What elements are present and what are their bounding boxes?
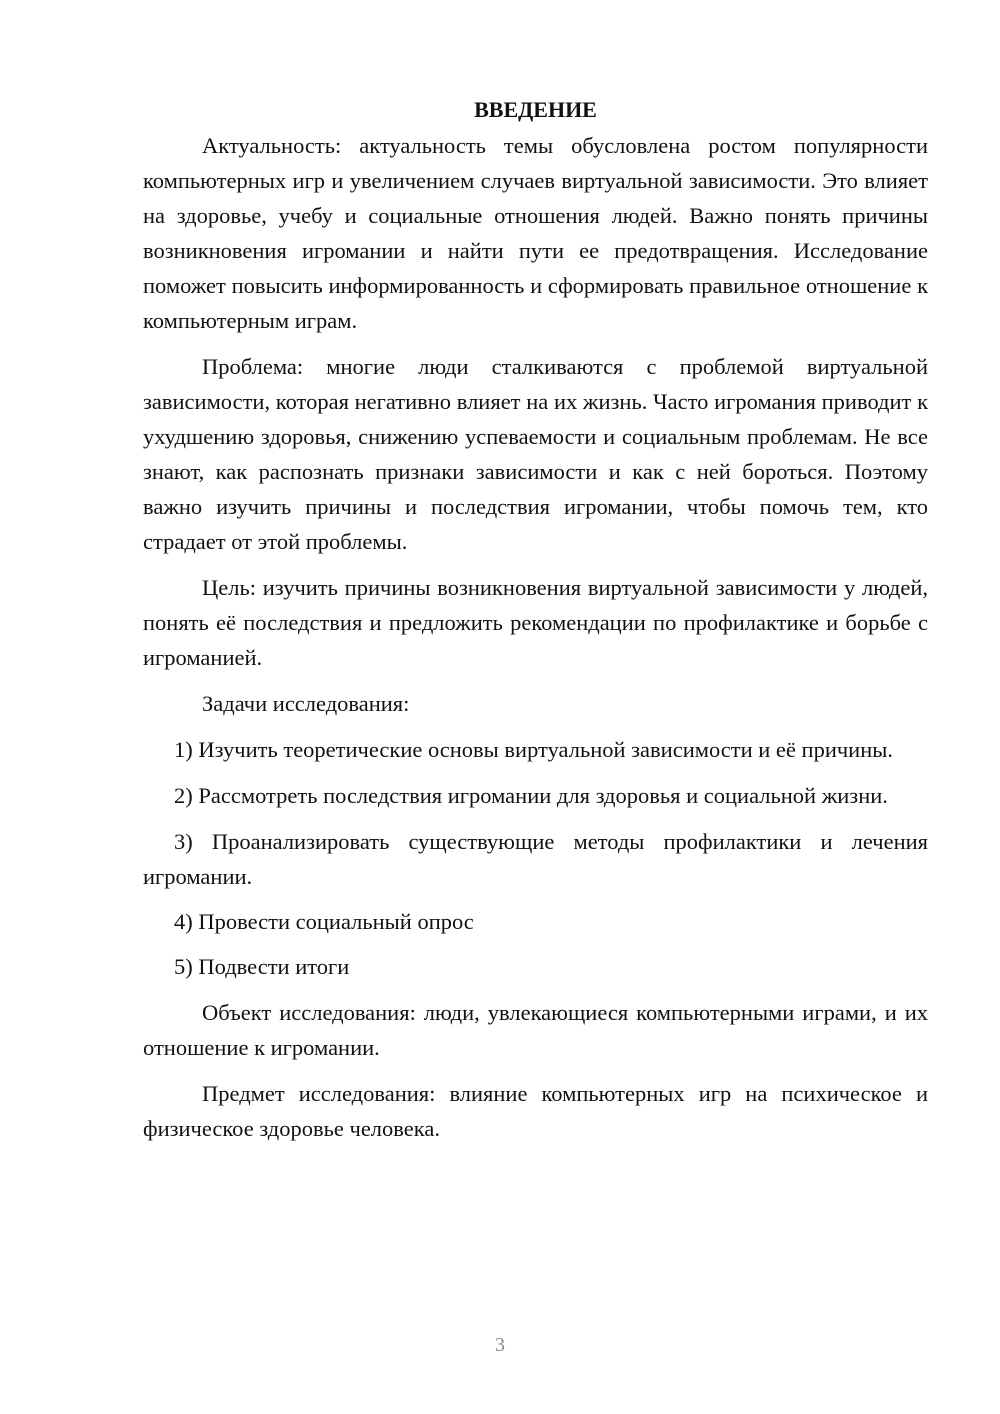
task-item-4: 4) Провести социальный опрос xyxy=(174,909,474,934)
paragraph-subject: Предмет исследования: влияние компьютерных игр на психическое и физическое здоровье человека. xyxy=(143,1081,928,1141)
paragraph-relevance: Актуальность: актуальность темы обусловлена ростом популярности компьютерных игр и увеличением случаев виртуальной зависимости. Это влияет на здоровье, учебу и социальные отношения людей. Важно понять причины возникновения игромании и найти пути ее предотвращения. Исследование поможет повысить информированность и сформировать правильное отношение к компьютерным играм. xyxy=(143,133,928,333)
task-item-5: 5) Подвести итоги xyxy=(174,954,350,979)
task-item-2: 2) Рассмотреть последствия игромании для здоровья и социальной жизни. xyxy=(174,783,888,808)
page-title: ВВЕДЕНИЕ xyxy=(474,97,597,122)
page-number: 3 xyxy=(495,1334,505,1356)
tasks-heading: Задачи исследования: xyxy=(202,691,410,716)
paragraph-problem: Проблема: многие люди сталкиваются с проблемой виртуальной зависимости, которая негативно влияет на их жизнь. Часто игромания приводит к ухудшению здоровья, снижению успеваемости и социальным проблемам. Не все знают, как распознать признаки зависимости и как с ней бороться. Поэтому важно изучить причины и последствия игромании, чтобы помочь тем, кто страдает от этой проблемы. xyxy=(143,354,928,554)
paragraph-object: Объект исследования: люди, увлекающиеся компьютерными играми, и их отношение к игромании. xyxy=(143,1000,928,1060)
task-item-1: 1) Изучить теоретические основы виртуальной зависимости и её причины. xyxy=(174,737,894,762)
page-content xyxy=(143,92,928,1146)
task-item-3: 3) Проанализировать существующие методы профилактики и лечения игромании. xyxy=(143,829,928,889)
paragraph-goal: Цель: изучить причины возникновения виртуальной зависимости у людей, понять её последствия и предложить рекомендации по профилактике и борьбе с игроманией. xyxy=(143,575,928,670)
